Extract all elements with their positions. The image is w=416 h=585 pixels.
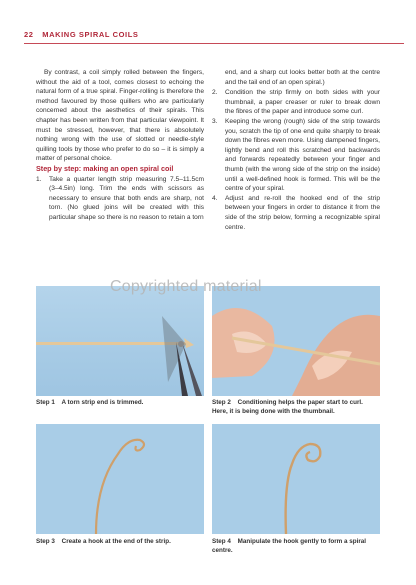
step-continuation: end, and a sharp cut looks better both at the centre and the tail end of an open spiral.): [225, 69, 380, 86]
step-number: 2.: [212, 89, 218, 97]
step-item-1: [36, 175, 204, 223]
right-column: [212, 68, 380, 232]
step-text: Condition the strip firmly on both sides with your thumbnail, a paper creaser or ruler to break down the fibres of the paper and introduce some curl.: [225, 89, 380, 116]
caption-label: Step 4: [212, 538, 231, 545]
step-text: Take a quarter length strip measuring 7.5–11.5cm (3–4.5in) long. Trim the ends with scissors as necessary to ensure that both ends are sharp, not torn. (No glued joins will be created with this particular shape so there is no reason to retain a torn: [49, 175, 204, 221]
caption-text: Conditioning helps the paper start to curl. Here, it is being done with the thumbnail.: [212, 399, 363, 415]
step2-photo: [212, 286, 380, 396]
step-number: 3.: [212, 117, 218, 125]
caption-label: Step 3: [36, 538, 55, 545]
header-rule: [24, 43, 404, 44]
left-column: [36, 68, 204, 223]
step-number: 1.: [36, 175, 42, 183]
section-title: MAKING SPIRAL COILS: [42, 30, 139, 39]
caption-label: Step 1: [36, 399, 55, 406]
step-text: Keeping the wrong (rough) side of the strip towards you, scratch the tip of one end quite sharply to break down the fibres even more. Using dampened fingers, lightly bend and roll this scratched end backwards and forwards repeatedly between your finger and thumb (with the wrong side of the strip on the inside) until a well-defined hook is formed. This will be the centre of your spiral.: [225, 117, 380, 193]
step-heading: Step by step: making an open spiral coil: [36, 163, 174, 173]
step-text: Adjust and re-roll the hooked end of the strip between your fingers in order to distance it from the side of the strip below, forming a recognizable spiral centre.: [225, 194, 380, 231]
step3-caption: [36, 538, 204, 547]
page-number: 22: [24, 30, 34, 39]
caption-text: Manipulate the hook gently to form a spiral centre.: [212, 538, 367, 554]
step4-photo: [212, 424, 380, 534]
caption-text: Create a hook at the end of the strip.: [61, 538, 171, 545]
step4-caption: [212, 538, 380, 555]
steps-list-left: [36, 175, 204, 223]
intro-paragraph: By contrast, a coil simply rolled between the fingers, without the aid of a tool, comes closest to echoing the natural form of a true spiral. Finger-rolling is therefore the method favoured by those quillers who are particularly concerned about the aesthetics of their spirals. This chapter has been written from that particular viewpoint. It must be stressed, however, that there is absolutely nothing wrong with the use of slotted or needle-style quilling tools by those who prefer to do so – it is simply a matter of personal choice.: [36, 69, 204, 163]
caption-text: A torn strip end is trimmed.: [61, 399, 144, 406]
step-item-2: [212, 88, 380, 117]
step-item-4: [212, 194, 380, 232]
copyright-watermark: Copyrighted material: [110, 278, 262, 295]
running-header: [24, 30, 404, 44]
steps-list-right: [212, 88, 380, 232]
step1-photo: [36, 286, 204, 396]
step-item-3: [212, 117, 380, 194]
step3-photo: [36, 424, 204, 534]
caption-label: Step 2: [212, 399, 231, 406]
step-number: 4.: [212, 194, 218, 202]
step1-caption: [36, 399, 204, 408]
step2-caption: [212, 399, 380, 416]
